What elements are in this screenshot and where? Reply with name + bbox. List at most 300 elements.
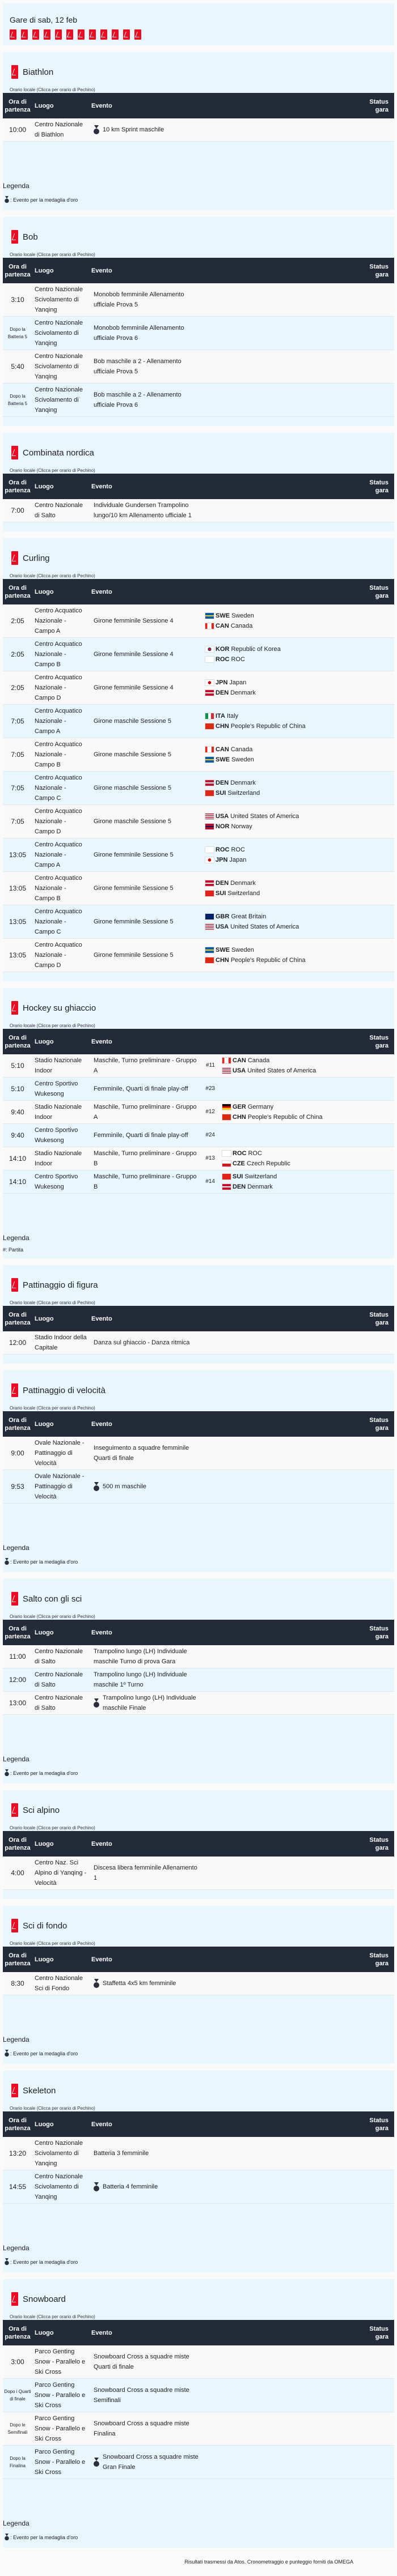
- col-start-time: Ora di partenza: [5, 98, 31, 113]
- table-row[interactable]: [3, 1101, 394, 1124]
- venue: Stadio Nazionale Indoor: [35, 1150, 82, 1167]
- race-status: [354, 1470, 394, 1504]
- table-row[interactable]: [3, 1645, 394, 1668]
- event-name[interactable]: Maschile, Turno preliminare - Gruppo A: [94, 1057, 197, 1074]
- team-name: Sweden: [231, 756, 254, 763]
- event-cell: [89, 2345, 202, 2379]
- col-start-time: Ora di partenza: [5, 1836, 31, 1851]
- venue: Centro Acquatico Nazionale - Campo A: [35, 841, 82, 868]
- col-venue: Luogo: [35, 1420, 54, 1428]
- table-row[interactable]: [3, 671, 394, 705]
- table-row[interactable]: [3, 499, 394, 522]
- event-cell: [89, 1668, 202, 1692]
- match-number: #12: [205, 1109, 215, 1115]
- legend-text: #: Partita: [3, 1247, 24, 1253]
- venue: Centro Acquatico Nazionale - Campo D: [35, 674, 82, 701]
- team-entry: [205, 888, 352, 899]
- team-code: SWE: [216, 612, 230, 619]
- table-row[interactable]: [3, 738, 394, 772]
- table-row[interactable]: [3, 1331, 394, 1355]
- alpine-skiing-icon[interactable]: [100, 29, 107, 40]
- team-entry: [205, 644, 352, 654]
- event-name[interactable]: Girone femminile Sessione 4: [94, 618, 174, 624]
- sport-heading: [3, 229, 394, 244]
- race-status: [354, 2137, 394, 2170]
- team-code: CZE: [233, 1160, 245, 1167]
- table-row[interactable]: [3, 838, 394, 872]
- section-padding: [3, 522, 394, 531]
- table-row[interactable]: [3, 2137, 394, 2170]
- table-row[interactable]: [3, 1170, 394, 1194]
- table-row[interactable]: [3, 638, 394, 671]
- team-entry: [205, 878, 352, 888]
- table-row[interactable]: [3, 805, 394, 838]
- event-name[interactable]: Snowboard Cross a squadre miste Semifinali: [94, 2387, 189, 2404]
- table-row[interactable]: [3, 350, 394, 384]
- race-status: [354, 2379, 394, 2412]
- section-padding: [3, 417, 394, 426]
- col-venue: Luogo: [35, 2329, 54, 2336]
- race-status: [354, 638, 394, 671]
- race-status: [354, 1147, 394, 1170]
- col-start-time: Ora di partenza: [5, 1952, 31, 1967]
- team-name: United States of America: [230, 813, 299, 820]
- event-cell: [89, 2446, 202, 2479]
- team-name: Norway: [231, 823, 252, 830]
- col-start-time: Ora di partenza: [5, 2117, 31, 2132]
- race-status: [354, 1054, 394, 1078]
- event-name[interactable]: Girone femminile Sessione 5: [94, 851, 174, 858]
- table-row[interactable]: [3, 2170, 394, 2204]
- team-name: Czech Republic: [247, 1160, 291, 1167]
- speed-skating-icon[interactable]: [78, 29, 85, 40]
- team-name: Canada: [230, 746, 253, 753]
- legend-title: Legenda: [3, 2036, 29, 2043]
- col-event: Evento: [91, 267, 112, 274]
- table-row[interactable]: [3, 1078, 394, 1101]
- col-event: Evento: [91, 2329, 112, 2336]
- event-name[interactable]: Discesa libera femminile Allenamento 1: [94, 1864, 197, 1881]
- event-name[interactable]: Bob maschile a 2 - Allenamento ufficiale Prova 5: [94, 358, 181, 375]
- legend-title: Legenda: [3, 1234, 29, 1242]
- match-number: #24: [205, 1132, 215, 1138]
- table-row[interactable]: [3, 905, 394, 939]
- event-name[interactable]: Trampolino lungo (LH) Individuale maschile Turno di prova Gara: [94, 1648, 187, 1665]
- event-name[interactable]: Snowboard Cross a squadre miste Finalina: [94, 2420, 189, 2437]
- event-name[interactable]: Girone maschile Sessione 5: [94, 818, 171, 825]
- teams-cell: [219, 1170, 354, 1194]
- teams-cell: [202, 638, 354, 671]
- section-padding: [3, 1355, 394, 1364]
- col-venue: Luogo: [35, 588, 54, 595]
- sport-section: [3, 217, 394, 426]
- table-header-row: [3, 1411, 394, 1437]
- table-row[interactable]: [3, 1857, 394, 1890]
- team-code: SUI: [216, 790, 226, 797]
- start-time: 13:20: [9, 2149, 27, 2157]
- event-cell: [89, 671, 202, 705]
- col-status: Status gara: [369, 1952, 388, 1967]
- event-name[interactable]: Danza sul ghiaccio - Danza ritmica: [94, 1339, 190, 1346]
- event-name[interactable]: Trampolino lungo (LH) Individuale maschile Finale: [103, 1694, 196, 1711]
- spacer-cell: [202, 2379, 354, 2412]
- sport-heading: [3, 551, 394, 565]
- teams-cell: [219, 1147, 354, 1170]
- venue: Centro Nazionale di Salto: [35, 502, 83, 519]
- table-row[interactable]: [3, 2345, 394, 2379]
- teams-cell: [219, 1101, 354, 1124]
- event-name[interactable]: Maschile, Turno preliminare - Gruppo A: [94, 1104, 197, 1121]
- col-venue: Luogo: [35, 1038, 54, 1045]
- teams-cell: [202, 939, 354, 972]
- spacer-cell: [202, 2446, 354, 2479]
- table-row[interactable]: [3, 2379, 394, 2412]
- venue: Centro Nazionale Scivolamento di Yanqing: [35, 2140, 83, 2167]
- team-name: ROC: [231, 656, 245, 663]
- col-status: Status gara: [369, 263, 388, 278]
- event-cell: [89, 805, 202, 838]
- race-status: [354, 350, 394, 384]
- local-time-toggle[interactable]: Orario locale (Clicca per orario di Pechino): [10, 1023, 95, 1028]
- event-cell: [89, 317, 202, 350]
- flag-den-icon: [205, 880, 214, 887]
- team-entry: [205, 688, 352, 698]
- local-time-toggle[interactable]: Orario locale (Clicca per orario di Pechino): [10, 1406, 95, 1411]
- sport-title: Sci di fondo: [23, 1921, 67, 1931]
- race-status: [354, 1645, 394, 1668]
- table-header-row: [3, 2320, 394, 2345]
- table-header-row: [3, 1029, 394, 1054]
- cross-country-skiing-icon[interactable]: [112, 29, 119, 40]
- legend-title: Legenda: [3, 2244, 29, 2252]
- col-start-time: Ora di partenza: [5, 1034, 31, 1049]
- flag-swe-icon: [205, 947, 214, 953]
- event-cell: [89, 2170, 202, 2204]
- sport-heading: [3, 2083, 394, 2098]
- start-time: 3:00: [11, 2358, 24, 2366]
- event-name[interactable]: Maschile, Turno preliminare - Gruppo B: [94, 1150, 197, 1167]
- start-time: 7:05: [11, 817, 24, 825]
- table-row[interactable]: [3, 2446, 394, 2479]
- venue: Centro Nazionale Scivolamento di Yanqing: [35, 353, 83, 380]
- event-name[interactable]: Girone maschile Sessione 5: [94, 718, 171, 725]
- legend-text: : Evento per la medaglia d'oro: [10, 1559, 78, 1565]
- gold-medal-icon: [94, 125, 99, 135]
- curling-icon[interactable]: [44, 29, 50, 40]
- col-venue: Luogo: [35, 102, 54, 109]
- table-row[interactable]: [3, 1054, 394, 1078]
- section-padding: [3, 972, 394, 981]
- col-event: Evento: [91, 1956, 112, 1963]
- skeleton-icon[interactable]: [123, 29, 130, 40]
- race-status: [354, 283, 394, 317]
- flag-den-icon: [205, 689, 214, 696]
- teams-cell: [202, 671, 354, 705]
- sport-section: [3, 2071, 394, 2272]
- event-name[interactable]: Batteria 4 femminile: [103, 2183, 158, 2190]
- event-name[interactable]: Maschile, Turno preliminare - Gruppo B: [94, 1173, 197, 1190]
- start-time: 8:30: [11, 1979, 24, 1987]
- sport-section: [3, 988, 394, 1258]
- event-name[interactable]: Monobob femminile Allenamento ufficiale Prova 6: [94, 325, 184, 342]
- event-name[interactable]: Snowboard Cross a squadre miste Gran Finale: [103, 2454, 198, 2471]
- page-title: Gare di sab, 12 feb: [10, 15, 78, 24]
- event-name[interactable]: Inseguimento a squadre femminile Quarti di finale: [94, 1445, 189, 1462]
- speed-skating-icon: [11, 1383, 18, 1397]
- local-time-toggle[interactable]: Orario locale (Clicca per orario di Pechino): [10, 1825, 95, 1830]
- team-entry: [205, 912, 352, 922]
- event-name[interactable]: 10 km Sprint maschile: [103, 126, 164, 133]
- team-name: Denmark: [247, 1183, 273, 1190]
- race-status: [354, 671, 394, 705]
- team-entry: [222, 1148, 352, 1159]
- spacer-cell: [202, 1645, 354, 1668]
- start-time: 13:05: [9, 884, 27, 892]
- team-name: Italy: [226, 713, 239, 719]
- event-name[interactable]: Girone femminile Sessione 4: [94, 651, 174, 658]
- table-row[interactable]: [3, 772, 394, 805]
- col-start-time: Ora di partenza: [5, 479, 31, 494]
- team-code: CAN: [233, 1057, 246, 1064]
- sport-title: Combinata nordica: [23, 448, 94, 458]
- team-name: United States of America: [230, 923, 299, 930]
- col-start-time: Ora di partenza: [5, 584, 31, 599]
- gold-medal-icon: [94, 1979, 99, 1989]
- col-event: Evento: [91, 1315, 112, 1322]
- table-row[interactable]: [3, 1692, 394, 1715]
- schedule-table: [3, 1029, 394, 1194]
- event-name[interactable]: Individuale Gundersen Trampolino lungo/10 km Allenamento ufficiale 1: [94, 502, 192, 519]
- legend-text: : Evento per la medaglia d'oro: [10, 2050, 78, 2056]
- table-row[interactable]: [3, 2412, 394, 2446]
- sport-section: [3, 2279, 394, 2548]
- ice-hockey-icon[interactable]: [55, 29, 62, 40]
- team-name: Switzerland: [227, 790, 260, 797]
- day-header-card: [3, 3, 394, 45]
- event-cell: [89, 1857, 202, 1890]
- venue: Centro Nazionale Scivolamento di Yanqing: [35, 2173, 83, 2200]
- event-name[interactable]: Girone femminile Sessione 5: [94, 885, 174, 892]
- start-time: 13:00: [9, 1699, 27, 1707]
- team-entry: [205, 845, 352, 855]
- team-entry: [222, 1182, 352, 1192]
- team-code: NOR: [216, 823, 230, 830]
- local-time-toggle[interactable]: Orario locale (Clicca per orario di Pechino): [10, 573, 95, 578]
- team-entry: [205, 721, 352, 731]
- race-status: [354, 939, 394, 972]
- team-code: JPN: [216, 857, 228, 863]
- race-status: [354, 2412, 394, 2446]
- event-name[interactable]: Girone maschile Sessione 5: [94, 785, 171, 791]
- event-name[interactable]: Trampolino lungo (LH) Individuale maschile 1º Turno: [94, 1671, 187, 1688]
- ski-jumping-icon[interactable]: [89, 29, 96, 40]
- table-row[interactable]: [3, 1668, 394, 1692]
- local-time-toggle[interactable]: Orario locale (Clicca per orario di Pechino): [10, 1300, 95, 1305]
- race-status: [354, 1101, 394, 1124]
- team-entry: [205, 778, 352, 788]
- venue: Parco Genting Snow - Parallelo e Ski Cross: [35, 2415, 86, 2442]
- col-status: Status gara: [369, 584, 388, 599]
- flag-can-icon: [222, 1057, 231, 1064]
- table-row[interactable]: [3, 1470, 394, 1504]
- col-event: Evento: [91, 102, 112, 109]
- table-row[interactable]: [3, 1124, 394, 1147]
- biathlon-icon[interactable]: [10, 29, 16, 40]
- gold-medal-icon: [94, 1482, 99, 1492]
- event-cell: [89, 638, 202, 671]
- event-name[interactable]: Staffetta 4x5 km femminile: [103, 1980, 176, 1987]
- table-row[interactable]: [3, 872, 394, 905]
- start-time: Dopo le Semifinali: [7, 2422, 28, 2435]
- team-entry: [205, 654, 352, 665]
- race-status: [354, 1331, 394, 1355]
- sport-heading: [3, 1803, 394, 1817]
- table-row[interactable]: [3, 705, 394, 738]
- venue: Centro Nazionale di Salto: [35, 1648, 83, 1665]
- sport-section: [3, 1906, 394, 2064]
- flag-chn-icon: [222, 1114, 231, 1121]
- event-name[interactable]: Snowboard Cross a squadre miste Quarti di finale: [94, 2353, 189, 2370]
- legend: [3, 1995, 394, 2064]
- teams-cell: [219, 1124, 354, 1147]
- col-start-time: Ora di partenza: [5, 1416, 31, 1432]
- legend-title: Legenda: [3, 1755, 29, 1763]
- table-header-row: [3, 1947, 394, 1972]
- spacer-cell: [202, 2170, 354, 2204]
- event-name[interactable]: Girone femminile Sessione 5: [94, 918, 174, 925]
- teams-cell: [219, 1078, 354, 1101]
- spacer-cell: [202, 1331, 354, 1355]
- figure-skating-icon[interactable]: [66, 29, 73, 40]
- flag-cze-icon: [222, 1160, 231, 1167]
- race-status: [354, 1857, 394, 1890]
- col-venue: Luogo: [35, 2121, 54, 2128]
- flag-jpn-icon: [205, 679, 214, 686]
- start-time: 5:10: [11, 1062, 24, 1070]
- spacer-cell: [202, 1437, 354, 1470]
- start-time: 7:00: [11, 506, 24, 514]
- skeleton-icon: [11, 2084, 18, 2097]
- team-name: Denmark: [230, 880, 256, 887]
- team-entry: [222, 1102, 352, 1112]
- snowboard-icon[interactable]: [134, 29, 141, 40]
- event-name[interactable]: Batteria 3 femminile: [94, 2150, 149, 2157]
- start-time: 5:40: [11, 363, 24, 371]
- local-time-toggle[interactable]: Orario locale (Clicca per orario di Pechino): [10, 252, 95, 257]
- team-code: ROC: [216, 656, 230, 663]
- spacer-cell: [202, 499, 354, 522]
- event-cell: [89, 838, 202, 872]
- venue: Centro Nazionale di Salto: [35, 1671, 83, 1688]
- event-cell: [89, 604, 202, 638]
- flag-den-icon: [205, 780, 214, 786]
- local-time-toggle[interactable]: Orario locale (Clicca per orario di Pechino): [10, 2106, 95, 2111]
- gold-medal-icon: [5, 1769, 9, 1777]
- venue: Centro Nazionale di Biathlon: [35, 121, 83, 138]
- team-entry: [222, 1172, 352, 1182]
- nordic-combined-icon[interactable]: [32, 29, 39, 40]
- event-name[interactable]: Girone maschile Sessione 5: [94, 751, 171, 758]
- gold-medal-icon: [94, 1698, 99, 1708]
- event-cell: [89, 350, 202, 384]
- col-status: Status gara: [369, 1416, 388, 1432]
- bobsleigh-icon[interactable]: [21, 29, 28, 40]
- local-time-toggle[interactable]: Orario locale (Clicca per orario di Pechino): [10, 1941, 95, 1946]
- sport-title: Sci alpino: [23, 1805, 60, 1815]
- table-row[interactable]: [3, 317, 394, 350]
- event-name[interactable]: 500 m maschile: [103, 1483, 147, 1490]
- sport-section: [3, 1790, 394, 1899]
- event-cell: [89, 939, 202, 972]
- start-time: 7:05: [11, 784, 24, 792]
- event-cell: [89, 1470, 202, 1504]
- local-time-toggle[interactable]: Orario locale (Clicca per orario di Pechino): [10, 1614, 95, 1619]
- table-row[interactable]: [3, 118, 394, 142]
- table-row[interactable]: [3, 384, 394, 417]
- flag-usa-icon: [205, 923, 214, 930]
- table-row[interactable]: [3, 604, 394, 638]
- teams-cell: [202, 772, 354, 805]
- table-row[interactable]: [3, 939, 394, 972]
- event-cell: [89, 905, 202, 939]
- team-name: Canada: [230, 623, 253, 629]
- event-cell: [89, 2379, 202, 2412]
- event-cell: [89, 1078, 202, 1101]
- spacer-cell: [202, 1972, 354, 1995]
- sport-section: [3, 1579, 394, 1783]
- table-row[interactable]: [3, 1972, 394, 1995]
- event-name[interactable]: Monobob femminile Allenamento ufficiale Prova 5: [94, 291, 184, 308]
- local-time-toggle[interactable]: Orario locale (Clicca per orario di Pechino): [10, 468, 95, 473]
- event-cell: [89, 118, 202, 142]
- team-entry: [205, 811, 352, 821]
- table-row[interactable]: [3, 1147, 394, 1170]
- table-row[interactable]: [3, 1437, 394, 1470]
- legend-title: Legenda: [3, 1544, 29, 1552]
- start-time: 2:05: [11, 684, 24, 692]
- cross-country-skiing-icon: [11, 1919, 18, 1932]
- spacer-cell: [202, 118, 354, 142]
- table-row[interactable]: [3, 283, 394, 317]
- section-padding: [3, 1890, 394, 1899]
- team-entry: [205, 678, 352, 688]
- team-code: DEN: [216, 780, 229, 786]
- local-time-toggle[interactable]: Orario locale (Clicca per orario di Pechino): [10, 87, 95, 92]
- event-cell: [89, 1054, 202, 1078]
- team-entry: [205, 945, 352, 955]
- spacer-cell: [202, 1857, 354, 1890]
- sport-title: Pattinaggio di figura: [23, 1280, 98, 1290]
- sport-title: Snowboard: [23, 2294, 66, 2304]
- event-name[interactable]: Femminile, Quarti di finale play-off: [94, 1132, 188, 1139]
- schedule-table: [3, 2111, 394, 2204]
- schedule-table: [3, 2320, 394, 2479]
- event-name[interactable]: Bob maschile a 2 - Allenamento ufficiale Prova 6: [94, 391, 181, 408]
- col-event: Evento: [91, 1038, 112, 1045]
- local-time-toggle[interactable]: Orario locale (Clicca per orario di Pechino): [10, 2314, 95, 2319]
- race-status: [354, 1078, 394, 1101]
- event-name[interactable]: Girone femminile Sessione 4: [94, 684, 174, 691]
- flag-roc-icon: [205, 846, 214, 853]
- legend-item: [3, 1247, 394, 1253]
- table-header-row: [3, 579, 394, 604]
- event-name[interactable]: Femminile, Quarti di finale play-off: [94, 1085, 188, 1092]
- event-name[interactable]: Girone femminile Sessione 5: [94, 952, 174, 959]
- venue: Centro Acquatico Nazionale - Campo A: [35, 708, 82, 735]
- flag-swe-icon: [205, 612, 214, 619]
- team-code: USA: [216, 923, 229, 930]
- legend-title: Legenda: [3, 2519, 29, 2527]
